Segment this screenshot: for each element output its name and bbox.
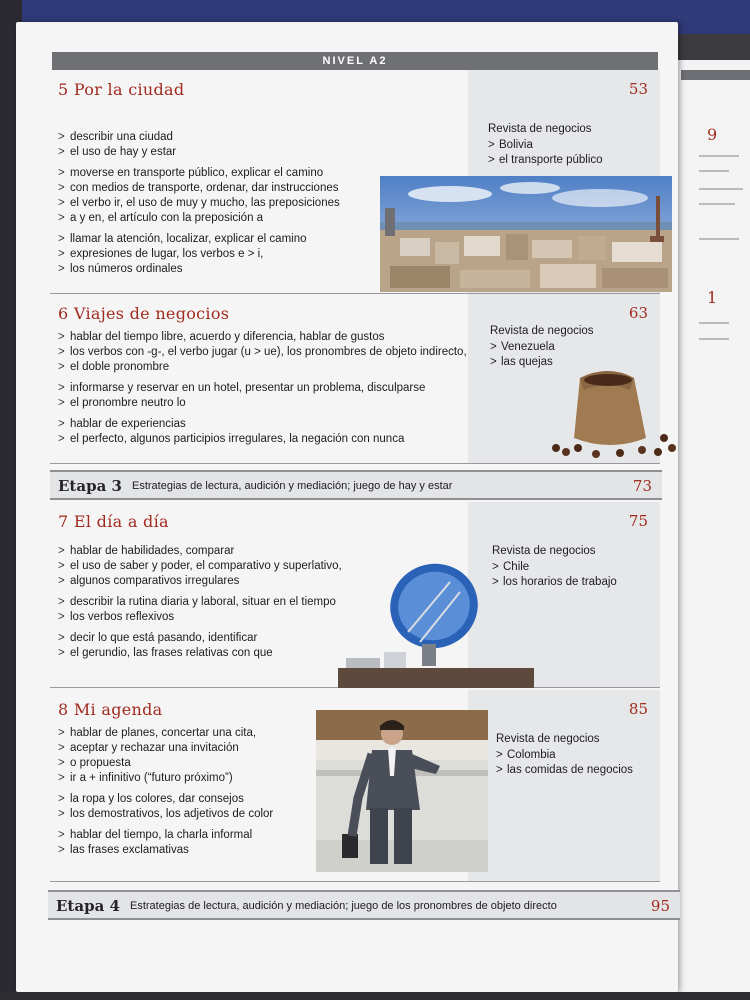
objective-item: > hablar de planes, concertar una cita, — [58, 726, 316, 741]
objective-item: > los números ordinales — [58, 262, 388, 277]
business-magazine — [488, 122, 603, 169]
objective-item: > hablar del tiempo libre, acuerdo y diferencia, hablar de gustos — [58, 330, 468, 345]
magazine-item: > Colombia — [496, 748, 633, 764]
next-page-unit-number: 9 — [707, 125, 718, 144]
objective-item: > hablar de habilidades, comparar — [58, 544, 398, 559]
objective-item: > los verbos con -g-, el verbo jugar (u > ue), los pronombres de objeto indirecto, — [58, 345, 468, 360]
etapa-description: Estrategias de lectura, audición y mediación; juego de hay y estar — [132, 480, 453, 492]
objective-item: > ir a + infinitivo (“futuro próximo”) — [58, 771, 316, 786]
next-page — [676, 60, 750, 1000]
objective-item: > decir lo que está pasando, identificar — [58, 631, 398, 646]
unit-8 — [50, 690, 660, 882]
objective-item: > informarse y reservar en un hotel, presentar un problema, disculparse — [58, 381, 468, 396]
objective-group — [58, 330, 468, 375]
objective-item: > aceptar y rechazar una invitación — [58, 741, 316, 756]
unit-objectives — [58, 726, 316, 864]
objective-item: > el doble pronombre — [58, 360, 468, 375]
objective-item: > algunos comparativos irregulares — [58, 574, 398, 589]
next-page-line — [699, 238, 739, 240]
objective-item: > hablar del tiempo, la charla informal — [58, 828, 316, 843]
next-page-line — [699, 322, 729, 324]
objective-group — [58, 130, 388, 160]
objective-item: > el perfecto, algunos participios irregulares, la negación con nunca — [58, 432, 468, 447]
city-photo — [380, 176, 672, 292]
objective-item: > describir una ciudad — [58, 130, 388, 145]
etapa-3 — [50, 470, 662, 500]
objective-item: > las frases exclamativas — [58, 843, 316, 858]
objective-group — [58, 232, 388, 277]
magazine-item: > las comidas de negocios — [496, 763, 633, 779]
objective-item: > a y en, el artículo con la preposición a — [58, 211, 388, 226]
objective-item: > el uso de saber y poder, el comparativo y superlativo, — [58, 559, 398, 574]
coffee-sack-photo — [538, 360, 688, 460]
unit-title: 6 Viajes de negocios — [58, 304, 230, 323]
magazine-item: > Venezuela — [490, 340, 594, 356]
unit-title: 8 Mi agenda — [58, 700, 163, 719]
unit-page-number: 63 — [628, 304, 648, 322]
next-page-header — [681, 70, 750, 80]
objective-group — [58, 166, 388, 226]
next-page-unit-number: 1 — [707, 288, 718, 307]
objective-item: > expresiones de lugar, los verbos e > i, — [58, 247, 388, 262]
magazine-item: > Chile — [492, 560, 617, 576]
objective-item: > el verbo ir, el uso de muy y mucho, las preposiciones — [58, 196, 388, 211]
unit-page-number: 75 — [628, 512, 648, 530]
objective-item: > llamar la atención, localizar, explicar el camino — [58, 232, 388, 247]
objective-group — [58, 726, 316, 786]
next-page-line — [699, 338, 729, 340]
objective-item: > describir la rutina diaria y laboral, situar en el tiempo — [58, 595, 398, 610]
unit-page-number: 53 — [628, 80, 648, 98]
etapa-title: Etapa 4 — [56, 897, 120, 915]
unit-5 — [50, 70, 660, 294]
objective-item: > los verbos reflexivos — [58, 610, 398, 625]
unit-side-column — [468, 690, 660, 881]
next-page-line — [699, 188, 743, 190]
objective-item: > la ropa y los colores, dar consejos — [58, 792, 316, 807]
objective-item: > o propuesta — [58, 756, 316, 771]
unit-page-number: 85 — [628, 700, 648, 718]
magazine-label: Revista de negocios — [490, 325, 594, 337]
objective-item: > hablar de experiencias — [58, 417, 468, 432]
level-header: NIVEL A2 — [52, 52, 658, 70]
businessman-photo — [316, 710, 488, 872]
objective-group — [58, 417, 468, 447]
objective-item: > el pronombre neutro lo — [58, 396, 468, 411]
unit-objectives — [58, 130, 388, 283]
unit-7 — [50, 502, 660, 688]
magazine-item: > los horarios de trabajo — [492, 575, 617, 591]
magazine-label: Revista de negocios — [492, 545, 596, 557]
magazine-label: Revista de negocios — [488, 123, 592, 135]
etapa-page-number: 73 — [632, 477, 652, 495]
unit-6 — [50, 294, 660, 464]
etapa-title: Etapa 3 — [58, 477, 122, 495]
unit-title: 5 Por la ciudad — [58, 80, 185, 99]
next-page-line — [699, 170, 729, 172]
etapa-page-number: 95 — [650, 897, 670, 915]
objective-item: > con medios de transporte, ordenar, dar instrucciones — [58, 181, 388, 196]
business-magazine — [496, 732, 633, 779]
table-surface — [0, 992, 750, 1000]
objective-group — [58, 792, 316, 822]
magazine-label: Revista de negocios — [496, 733, 600, 745]
objective-item: > el uso de hay y estar — [58, 145, 388, 160]
next-page-line — [699, 203, 735, 205]
magazine-item: > el transporte público — [488, 153, 603, 169]
objective-item: > moverse en transporte público, explicar el camino — [58, 166, 388, 181]
etapa-description: Estrategias de lectura, audición y mediación; juego de los pronombres de objeto directo — [130, 900, 557, 912]
objective-group — [58, 828, 316, 858]
etapa-4 — [48, 890, 680, 920]
objective-item: > el gerundio, las frases relativas con que — [58, 646, 398, 661]
solar-dish-photo — [338, 562, 534, 688]
magazine-item: > las quejas — [490, 355, 594, 371]
unit-title: 7 El día a día — [58, 512, 169, 531]
unit-objectives — [58, 330, 468, 453]
objective-group — [58, 381, 468, 411]
next-page-line — [699, 155, 739, 157]
magazine-item: > Bolivia — [488, 138, 603, 154]
objective-item: > los demostrativos, los adjetivos de color — [58, 807, 316, 822]
